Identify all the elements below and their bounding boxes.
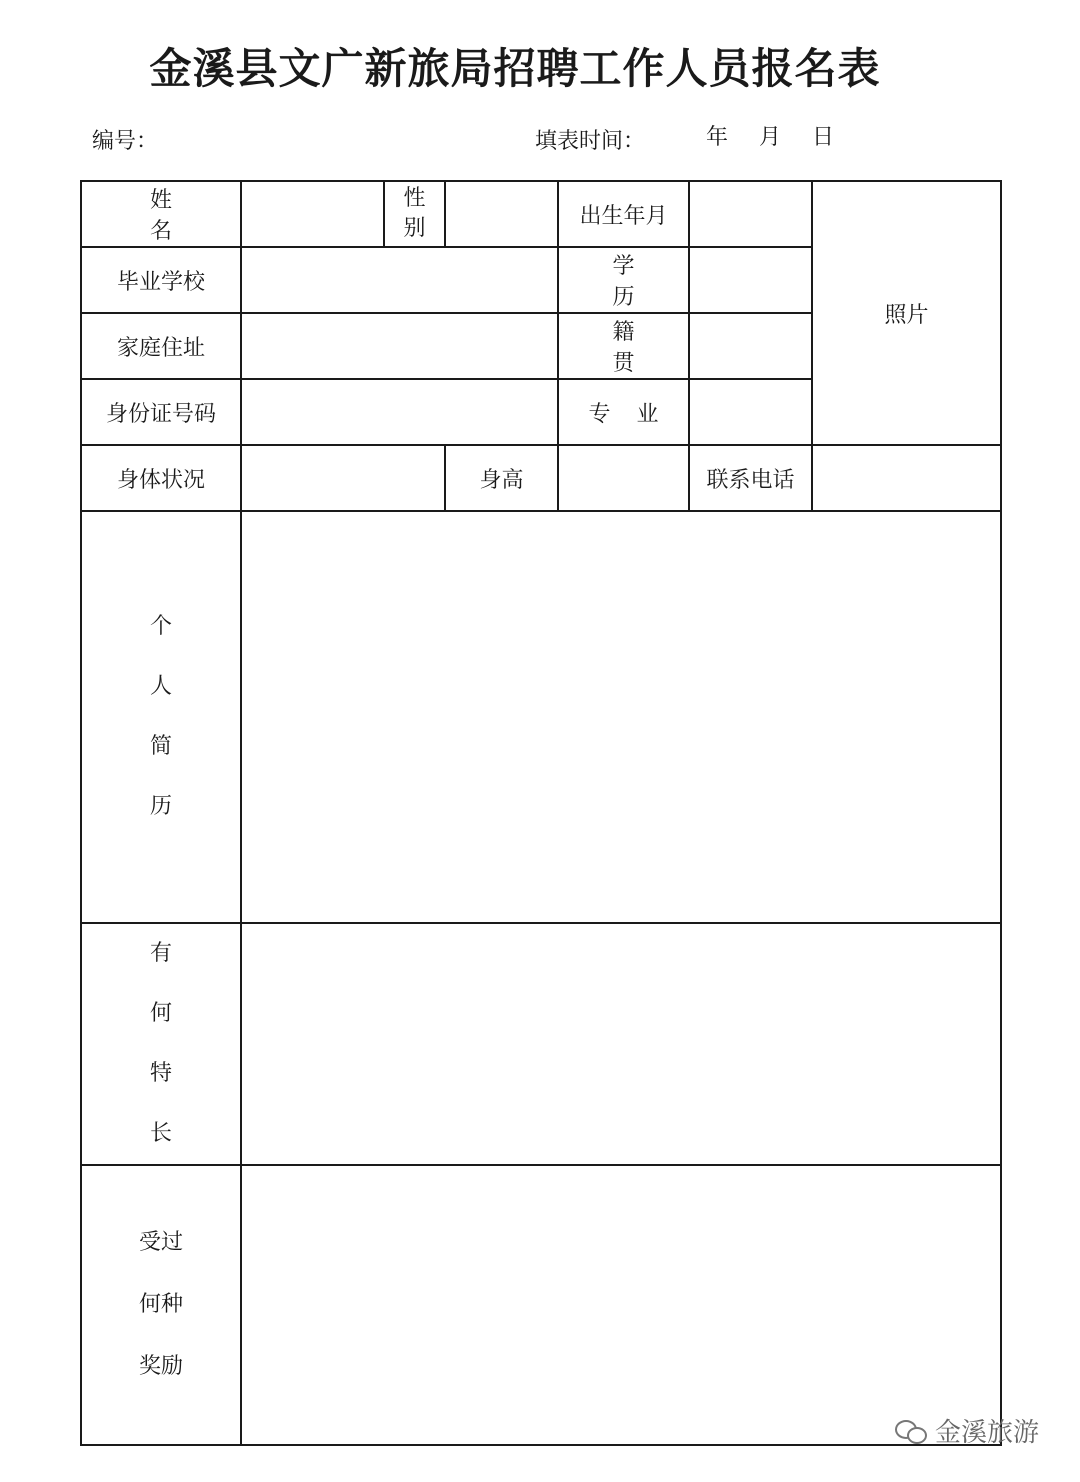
phone-input[interactable] — [812, 445, 1001, 511]
native-place-label: 籍贯 — [558, 313, 689, 379]
education-label: 学历 — [558, 247, 689, 313]
name-label: 姓名 — [81, 181, 241, 247]
birth-input[interactable] — [689, 181, 812, 247]
awards-input[interactable] — [241, 1165, 1001, 1445]
gender-label: 性别 — [384, 181, 445, 247]
major-label: 专业 — [558, 379, 689, 445]
month-label: 月 — [759, 125, 782, 150]
resume-input[interactable] — [241, 511, 1001, 923]
height-input[interactable] — [558, 445, 689, 511]
major-input[interactable] — [689, 379, 812, 445]
id-number-label: 身份证号码 — [81, 379, 241, 445]
gender-input[interactable] — [445, 181, 558, 247]
birth-label: 出生年月 — [558, 181, 689, 247]
day-label: 日 — [812, 125, 835, 150]
health-input[interactable] — [241, 445, 445, 511]
specialty-label: 有何特长 — [81, 923, 241, 1165]
photo-box[interactable]: 照片 — [812, 181, 1001, 445]
school-label: 毕业学校 — [81, 247, 241, 313]
fill-time-label: 填表时间： — [535, 129, 646, 154]
health-label: 身体状况 — [81, 445, 241, 511]
awards-label: 受过何种奖励 — [81, 1165, 241, 1445]
id-number-input[interactable] — [241, 379, 558, 445]
year-label: 年 — [706, 125, 729, 150]
school-input[interactable] — [241, 247, 558, 313]
resume-label: 个人简历 — [81, 511, 241, 923]
phone-label: 联系电话 — [689, 445, 812, 511]
height-label: 身高 — [445, 445, 558, 511]
registration-table — [80, 180, 1002, 1446]
name-input[interactable] — [241, 181, 384, 247]
education-input[interactable] — [689, 247, 812, 313]
specialty-input[interactable] — [241, 923, 1001, 1165]
form-title: 金溪县文广新旅局招聘工作人员报名表 — [149, 44, 881, 93]
address-label: 家庭住址 — [81, 313, 241, 379]
watermark — [895, 1412, 1039, 1449]
number-label: 编号： — [92, 129, 159, 154]
watermark-text: 金溪旅游 — [935, 1418, 1040, 1448]
wechat-icon — [895, 1418, 929, 1444]
native-place-input[interactable] — [689, 313, 812, 379]
address-input[interactable] — [241, 313, 558, 379]
date-placeholder — [706, 120, 858, 151]
